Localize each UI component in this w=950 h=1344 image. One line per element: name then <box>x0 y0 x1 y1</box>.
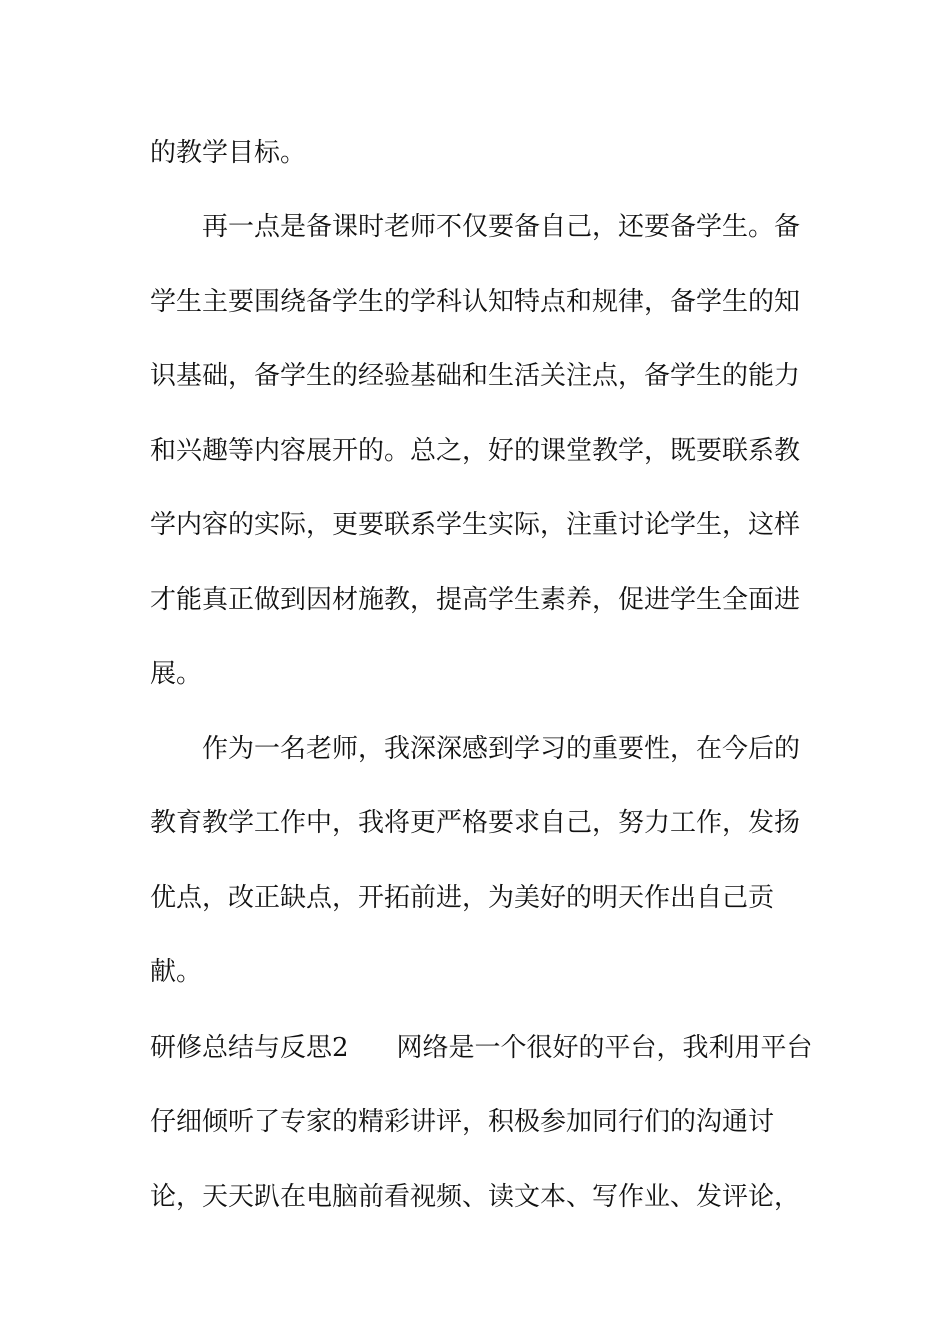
text-line: 才能真正做到因材施教，提高学生素养，促进学生全面进 <box>150 585 801 615</box>
section-title: 研修总结与反思2 <box>150 1033 349 1063</box>
section-heading-line <box>150 1033 813 1063</box>
paragraph-start-line: 作为一名老师，我深深感到学习的重要性，在今后的 <box>202 734 801 764</box>
text-line: 优点，改正缺点，开拓前进，为美好的明天作出自己贡 <box>150 883 775 913</box>
text-line: 和兴趣等内容展开的。总之，好的课堂教学，既要联系教 <box>150 436 801 466</box>
text-line: 教育教学工作中，我将更严格要求自己，努力工作，发扬 <box>150 808 801 838</box>
text-line: 学生主要围绕备学生的学科认知特点和规律，备学生的知 <box>150 287 801 317</box>
text-line: 献。 <box>150 957 203 987</box>
text-line: 学内容的实际，更要联系学生实际，注重讨论学生，这样 <box>150 510 801 540</box>
text-line: 识基础，备学生的经验基础和生活关注点，备学生的能力 <box>150 361 801 391</box>
text-line: 论，天天趴在电脑前看视频、读文本、写作业、发评论， <box>150 1182 801 1212</box>
text-line: 展。 <box>150 659 203 689</box>
paragraph-start-line: 再一点是备课时老师不仅要备自己，还要备学生。备 <box>202 212 801 242</box>
text-line: 仔细倾听了专家的精彩讲评，积极参加同行们的沟通讨 <box>150 1107 775 1137</box>
text-line: 的教学目标。 <box>150 138 307 168</box>
section-first-line: 网络是一个很好的平台，我利用平台 <box>396 1033 813 1063</box>
